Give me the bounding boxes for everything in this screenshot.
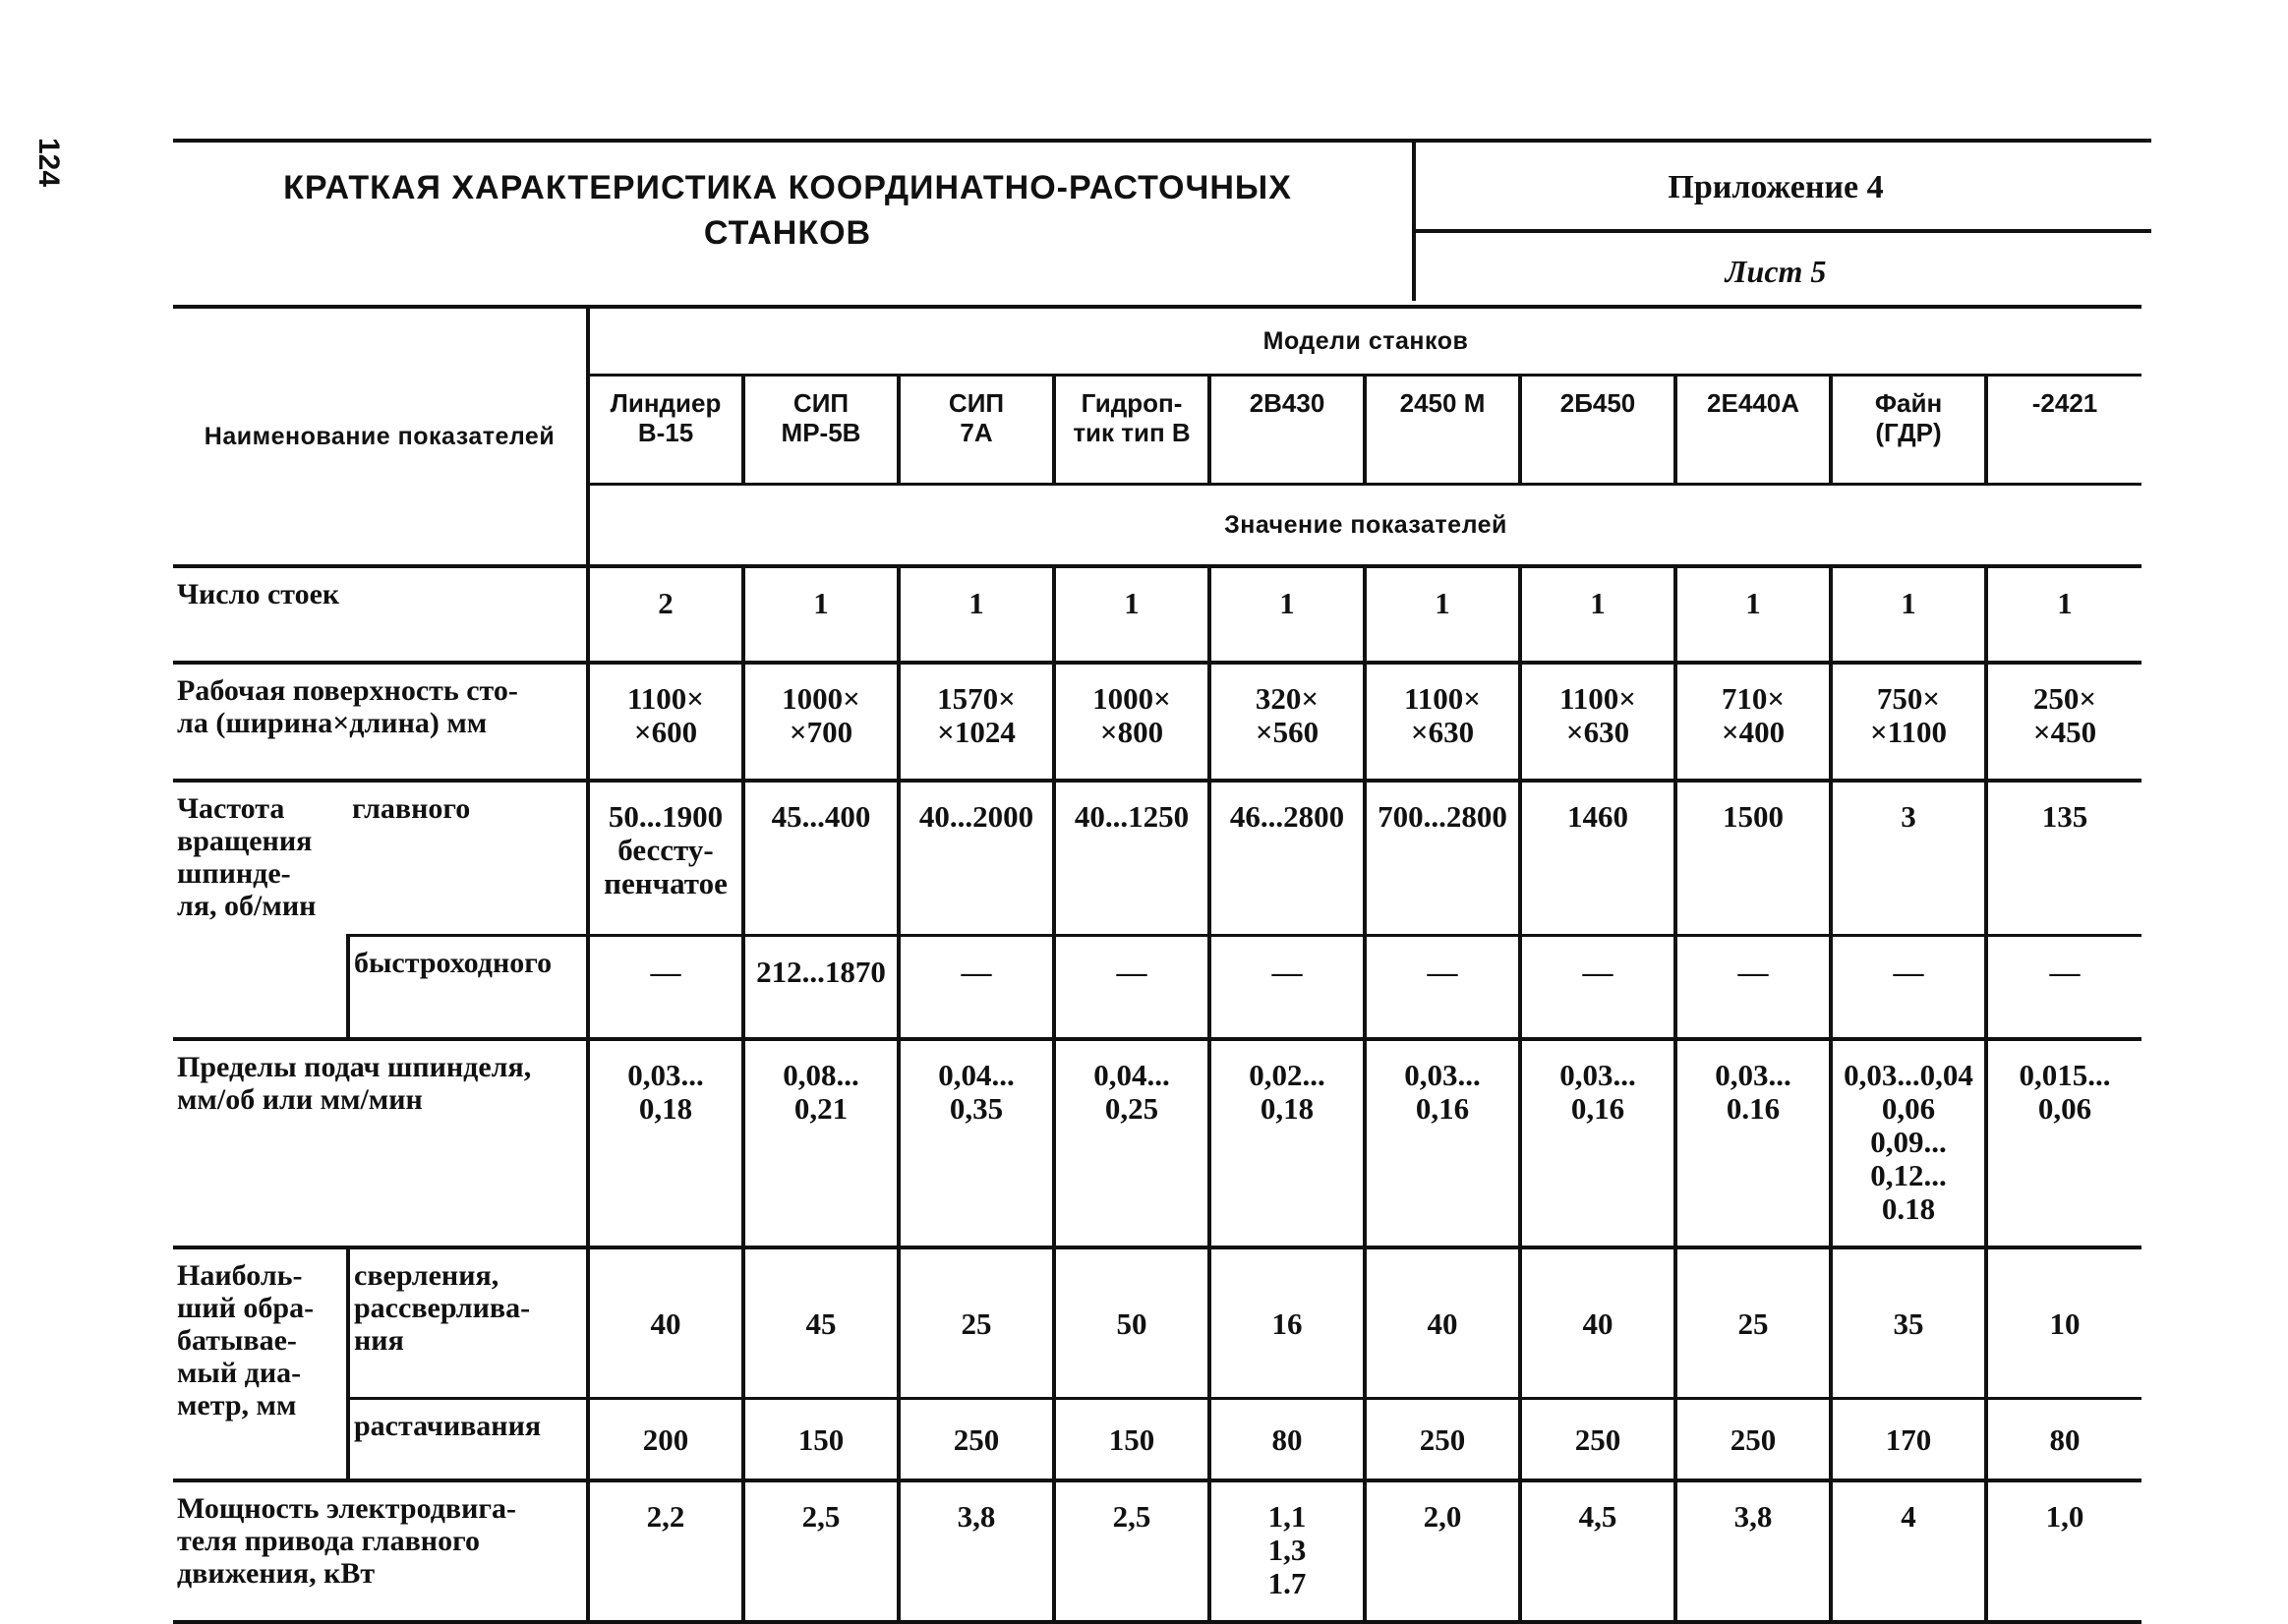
diameter-bore-value-8 xyxy=(1675,1399,1831,1481)
surface-value-4 xyxy=(1054,663,1209,781)
model-header-8 xyxy=(1675,376,1831,485)
surface-value-5 xyxy=(1209,663,1365,781)
document-title xyxy=(173,165,1402,256)
model-name-line: 2Е440А xyxy=(1707,388,1799,418)
row-feed xyxy=(173,1039,2141,1247)
model-header-9 xyxy=(1831,376,1986,485)
row-label-stands: Число стоек xyxy=(173,566,588,663)
row-group-label-speed xyxy=(173,781,348,1039)
value-line: 1,0 xyxy=(2045,1499,2084,1534)
model-header-1 xyxy=(588,376,743,485)
diameter-bore-value-1 xyxy=(588,1399,743,1481)
header-row-models-title xyxy=(173,307,2141,376)
surface-value-6 xyxy=(1365,663,1520,781)
value-line: бессту- xyxy=(617,833,714,867)
feed-value-7 xyxy=(1520,1039,1675,1247)
spec-table xyxy=(173,305,2141,1624)
power-value-1 xyxy=(588,1480,743,1622)
value-line: ×400 xyxy=(1721,715,1786,749)
speed-main-value-4 xyxy=(1054,781,1209,936)
value-line: 750× xyxy=(1876,681,1941,716)
speed-fast-value-7 xyxy=(1520,936,1675,1040)
row-speed-fast xyxy=(173,936,2141,1040)
value-line: 80 xyxy=(2049,1421,2081,1457)
label-line: сверления, xyxy=(354,1259,499,1292)
values-header: Значение показателей xyxy=(588,485,2141,567)
value-line: ×800 xyxy=(1099,715,1164,749)
row-label-speed-fast: быстроходного xyxy=(348,936,588,1040)
value-line: 0,18 xyxy=(638,1091,693,1126)
value-line: 0,03... xyxy=(1715,1058,1791,1092)
speed-main-value-7 xyxy=(1520,781,1675,936)
label-line: рассверлива- xyxy=(354,1292,531,1324)
label-line: шпинде- xyxy=(177,857,291,890)
header-top-rule xyxy=(173,139,2151,143)
value-line: 0,06 xyxy=(2037,1091,2092,1126)
row-label-speed-main: главного xyxy=(348,781,588,936)
feed-value-2 xyxy=(743,1039,899,1247)
value-line: ×1100 xyxy=(1870,715,1947,749)
row-stands xyxy=(173,566,2141,663)
value-line: 2,0 xyxy=(1423,1499,1462,1534)
value-line: 1,1 xyxy=(1267,1499,1307,1534)
label-line: мм/об или мм/мин xyxy=(177,1083,423,1116)
model-name-line: 2Б450 xyxy=(1559,388,1636,418)
diameter-bore-value-6 xyxy=(1365,1399,1520,1481)
diameter-drill-value-10 xyxy=(1986,1247,2141,1399)
diameter-bore-value-2 xyxy=(743,1399,899,1481)
label-line: вращения xyxy=(177,825,313,857)
power-value-2 xyxy=(743,1480,899,1622)
row-label-feed xyxy=(173,1039,588,1247)
appendix-label: Приложение 4 xyxy=(1668,169,1884,205)
label-line: ния xyxy=(354,1324,404,1357)
label-line: ший обра- xyxy=(177,1292,315,1324)
diameter-bore-value-4 xyxy=(1054,1399,1209,1481)
value-line: 0,16 xyxy=(1415,1091,1470,1126)
feed-value-9 xyxy=(1831,1039,1986,1247)
model-name-line: (ГДР) xyxy=(1875,418,1942,447)
value-line: 40 xyxy=(1427,1305,1458,1341)
value-line: 50...1900 xyxy=(608,799,724,834)
model-name-line: Гидроп- xyxy=(1081,388,1183,418)
diameter-drill-value-5 xyxy=(1209,1247,1365,1399)
value-line: 46...2800 xyxy=(1229,799,1345,834)
value-line: 40 xyxy=(650,1305,681,1341)
value-line: 25 xyxy=(1737,1305,1769,1341)
surface-value-10 xyxy=(1986,663,2141,781)
value-line: 0,03... xyxy=(1404,1058,1481,1092)
stands-value-9 xyxy=(1831,566,1986,663)
value-line: 0,04... xyxy=(938,1058,1015,1092)
speed-main-value-10 xyxy=(1986,781,2141,936)
row-label-surface xyxy=(173,663,588,781)
value-line: пенчатое xyxy=(604,866,728,900)
model-name-line: 7А xyxy=(960,418,993,447)
feed-value-5 xyxy=(1209,1039,1365,1247)
feed-value-1 xyxy=(588,1039,743,1247)
value-line: 2,2 xyxy=(646,1499,685,1534)
surface-value-2 xyxy=(743,663,899,781)
diameter-drill-value-1 xyxy=(588,1247,743,1399)
value-line: 1100× xyxy=(627,681,704,716)
value-line: 1000× xyxy=(1092,681,1171,716)
value-line: 250× xyxy=(2032,681,2097,716)
feed-value-3 xyxy=(899,1039,1054,1247)
diameter-bore-value-7 xyxy=(1520,1399,1675,1481)
model-name-line: Файн xyxy=(1874,388,1943,418)
diameter-drill-value-9 xyxy=(1831,1247,1986,1399)
row-group-label-diameter xyxy=(173,1247,348,1480)
sheet-label: Лист 5 xyxy=(1725,254,1827,289)
value-line: 1 xyxy=(2057,586,2073,620)
value-line: 1,3 xyxy=(1267,1533,1307,1567)
value-line: 0,16 xyxy=(1570,1091,1625,1126)
label-line: Мощность электродвига- xyxy=(177,1492,516,1525)
value-line: 45...400 xyxy=(771,799,871,834)
value-line: — xyxy=(1116,955,1147,989)
model-name-line: -2421 xyxy=(2031,388,2098,418)
value-line: 150 xyxy=(1108,1421,1155,1457)
value-line: 0,08... xyxy=(783,1058,859,1092)
surface-value-3 xyxy=(899,663,1054,781)
value-line: 1100× xyxy=(1404,681,1481,716)
value-line: 1 xyxy=(1279,586,1295,620)
value-line: 3,8 xyxy=(957,1499,996,1534)
value-line: — xyxy=(1737,955,1769,989)
value-line: 2,5 xyxy=(801,1499,841,1534)
value-line: 320× xyxy=(1255,681,1320,716)
value-line: 1 xyxy=(1590,586,1606,620)
speed-fast-value-1 xyxy=(588,936,743,1040)
label-line: Наиболь- xyxy=(177,1259,303,1292)
value-line: 1 xyxy=(1901,586,1916,620)
value-line: ×1024 xyxy=(937,715,1016,749)
row-power xyxy=(173,1480,2141,1622)
value-line: 25 xyxy=(961,1305,992,1341)
value-line: 0,02... xyxy=(1249,1058,1325,1092)
value-line: 1100× xyxy=(1559,681,1636,716)
value-line: 0,03... xyxy=(627,1058,704,1092)
model-name-line: СИП xyxy=(948,388,1005,418)
speed-fast-value-6 xyxy=(1365,936,1520,1040)
feed-value-8 xyxy=(1675,1039,1831,1247)
model-header-4 xyxy=(1054,376,1209,485)
value-line: — xyxy=(1271,955,1303,989)
speed-fast-value-9 xyxy=(1831,936,1986,1040)
surface-value-1 xyxy=(588,663,743,781)
value-line: 1460 xyxy=(1567,799,1628,834)
power-value-6 xyxy=(1365,1480,1520,1622)
diameter-bore-value-10 xyxy=(1986,1399,2141,1481)
value-line: 200 xyxy=(642,1421,689,1457)
speed-main-value-9 xyxy=(1831,781,1986,936)
stands-value-2 xyxy=(743,566,899,663)
value-line: 710× xyxy=(1721,681,1786,716)
value-line: 212...1870 xyxy=(756,955,886,989)
stands-value-1 xyxy=(588,566,743,663)
power-value-8 xyxy=(1675,1480,1831,1622)
label-line: мый диа- xyxy=(177,1357,302,1389)
surface-value-8 xyxy=(1675,663,1831,781)
stands-value-4 xyxy=(1054,566,1209,663)
stands-value-5 xyxy=(1209,566,1365,663)
value-line: 3,8 xyxy=(1733,1499,1773,1534)
speed-fast-value-8 xyxy=(1675,936,1831,1040)
power-value-3 xyxy=(899,1480,1054,1622)
value-line: — xyxy=(961,955,992,989)
value-line: 1.7 xyxy=(1267,1566,1307,1600)
label-line: Частота xyxy=(177,792,285,825)
power-value-5 xyxy=(1209,1480,1365,1622)
value-line: 0,03...0,04 xyxy=(1844,1058,1973,1092)
speed-main-value-1 xyxy=(588,781,743,936)
value-line: 0,09... xyxy=(1870,1125,1947,1159)
value-line: 0.16 xyxy=(1726,1091,1781,1126)
value-line: — xyxy=(1427,955,1458,989)
diameter-drill-value-7 xyxy=(1520,1247,1675,1399)
speed-main-value-5 xyxy=(1209,781,1365,936)
value-line: 50 xyxy=(1116,1305,1147,1341)
value-line: 4,5 xyxy=(1578,1499,1617,1534)
model-header-10 xyxy=(1986,376,2141,485)
surface-value-9 xyxy=(1831,663,1986,781)
speed-fast-value-10 xyxy=(1986,936,2141,1040)
label-line: батывае- xyxy=(177,1324,297,1357)
value-line: 1 xyxy=(1124,586,1140,620)
power-value-4 xyxy=(1054,1480,1209,1622)
value-line: 250 xyxy=(1574,1421,1621,1457)
value-line: 700...2800 xyxy=(1378,799,1507,834)
speed-main-value-2 xyxy=(743,781,899,936)
stands-value-7 xyxy=(1520,566,1675,663)
label-line: ла (ширина×длина) мм xyxy=(177,707,488,739)
value-line: 0,21 xyxy=(793,1091,849,1126)
model-name-line: B-15 xyxy=(637,418,694,447)
value-line: 0,06 xyxy=(1881,1091,1936,1126)
value-line: 80 xyxy=(1271,1421,1303,1457)
value-line: 0,25 xyxy=(1104,1091,1159,1126)
value-line: 1 xyxy=(968,586,984,620)
row-diameter-drill xyxy=(173,1247,2141,1399)
value-line: — xyxy=(1582,955,1613,989)
feed-value-4 xyxy=(1054,1039,1209,1247)
value-line: ×600 xyxy=(633,715,698,749)
model-name-line: 2450 М xyxy=(1399,388,1486,418)
row-speed-main xyxy=(173,781,2141,936)
stands-value-8 xyxy=(1675,566,1831,663)
diameter-bore-value-3 xyxy=(899,1399,1054,1481)
title-line-1: КРАТКАЯ ХАРАКТЕРИСТИКА КООРДИНАТНО-РАСТОЧНЫХ xyxy=(283,169,1292,206)
value-line: ×700 xyxy=(789,715,853,749)
value-line: 45 xyxy=(805,1305,837,1341)
surface-value-7 xyxy=(1520,663,1675,781)
value-line: 40...1250 xyxy=(1074,799,1190,834)
speed-main-value-6 xyxy=(1365,781,1520,936)
indicator-header: Наименование показателей xyxy=(173,307,588,566)
label-line: Пределы подач шпинделя, xyxy=(177,1051,532,1083)
value-line: ×630 xyxy=(1565,715,1630,749)
power-value-7 xyxy=(1520,1480,1675,1622)
value-line: 2,5 xyxy=(1112,1499,1151,1534)
value-line: 250 xyxy=(1419,1421,1466,1457)
value-line: 150 xyxy=(797,1421,845,1457)
speed-fast-value-2 xyxy=(743,936,899,1040)
stands-value-6 xyxy=(1365,566,1520,663)
model-header-3 xyxy=(899,376,1054,485)
label-line: Рабочая поверхность сто- xyxy=(177,674,518,707)
header-vertical-rule xyxy=(1412,139,1416,301)
speed-fast-value-4 xyxy=(1054,936,1209,1040)
model-name-line: 2В430 xyxy=(1249,388,1325,418)
value-line: ×450 xyxy=(2032,715,2097,749)
value-line: 35 xyxy=(1893,1305,1924,1341)
value-line: 1570× xyxy=(937,681,1016,716)
value-line: 1 xyxy=(813,586,829,620)
title-line-2: СТАНКОВ xyxy=(703,214,872,252)
diameter-drill-value-3 xyxy=(899,1247,1054,1399)
speed-main-value-3 xyxy=(899,781,1054,936)
diameter-drill-value-4 xyxy=(1054,1247,1209,1399)
value-line: 1500 xyxy=(1723,799,1784,834)
value-line: 10 xyxy=(2049,1305,2081,1341)
label-line: движения, кВт xyxy=(177,1557,376,1590)
value-line: 135 xyxy=(2041,799,2088,834)
value-line: 1 xyxy=(1435,586,1450,620)
model-header-2 xyxy=(743,376,899,485)
diameter-bore-value-5 xyxy=(1209,1399,1365,1481)
row-label-power xyxy=(173,1480,588,1622)
diameter-drill-value-8 xyxy=(1675,1247,1831,1399)
model-header-5 xyxy=(1209,376,1365,485)
value-line: — xyxy=(2049,955,2081,989)
value-line: 40 xyxy=(1582,1305,1613,1341)
power-value-9 xyxy=(1831,1480,1986,1622)
value-line: 0,03... xyxy=(1559,1058,1636,1092)
model-name-line: МР-5В xyxy=(781,418,861,447)
value-line: 1 xyxy=(1745,586,1761,620)
feed-value-6 xyxy=(1365,1039,1520,1247)
model-name-line: тик тип В xyxy=(1073,418,1191,447)
value-line: 16 xyxy=(1271,1305,1303,1341)
header-right-middle-rule xyxy=(1416,229,2151,233)
label-line: ля, об/мин xyxy=(177,890,317,922)
value-line: 0,18 xyxy=(1260,1091,1315,1126)
model-name-line: СИП xyxy=(792,388,850,418)
value-line: 1000× xyxy=(782,681,860,716)
diameter-drill-value-6 xyxy=(1365,1247,1520,1399)
row-diameter-bore xyxy=(173,1399,2141,1481)
value-line: 0.18 xyxy=(1881,1191,1936,1226)
model-name-line: Линдиер xyxy=(610,388,722,418)
value-line: 0,015... xyxy=(2019,1058,2111,1092)
value-line: 250 xyxy=(953,1421,1000,1457)
value-line: — xyxy=(650,955,681,989)
value-line: 40...2000 xyxy=(918,799,1034,834)
diameter-bore-value-9 xyxy=(1831,1399,1986,1481)
value-line: 2 xyxy=(658,586,674,620)
row-label-diameter-drill xyxy=(348,1247,588,1399)
feed-value-10 xyxy=(1986,1039,2141,1247)
value-line: 250 xyxy=(1730,1421,1777,1457)
speed-fast-value-5 xyxy=(1209,936,1365,1040)
diameter-drill-value-2 xyxy=(743,1247,899,1399)
speed-main-value-8 xyxy=(1675,781,1831,936)
row-surface xyxy=(173,663,2141,781)
value-line: ×630 xyxy=(1410,715,1475,749)
label-line: теля привода главного xyxy=(177,1525,480,1557)
value-line: 170 xyxy=(1885,1421,1932,1457)
row-label-diameter-bore: растачивания xyxy=(348,1399,588,1481)
models-header: Модели станков xyxy=(588,307,2141,376)
value-line: — xyxy=(1893,955,1924,989)
value-line: 4 xyxy=(1901,1499,1916,1534)
speed-fast-value-3 xyxy=(899,936,1054,1040)
model-header-7 xyxy=(1520,376,1675,485)
value-line: 0,12... xyxy=(1870,1158,1947,1192)
label-line: метр, мм xyxy=(177,1389,297,1421)
page-number: 124 xyxy=(32,138,65,188)
value-line: 0,35 xyxy=(949,1091,1004,1126)
value-line: 3 xyxy=(1901,799,1916,834)
model-header-6 xyxy=(1365,376,1520,485)
value-line: ×560 xyxy=(1255,715,1320,749)
stands-value-10 xyxy=(1986,566,2141,663)
value-line: 0,04... xyxy=(1093,1058,1170,1092)
power-value-10 xyxy=(1986,1480,2141,1622)
stands-value-3 xyxy=(899,566,1054,663)
